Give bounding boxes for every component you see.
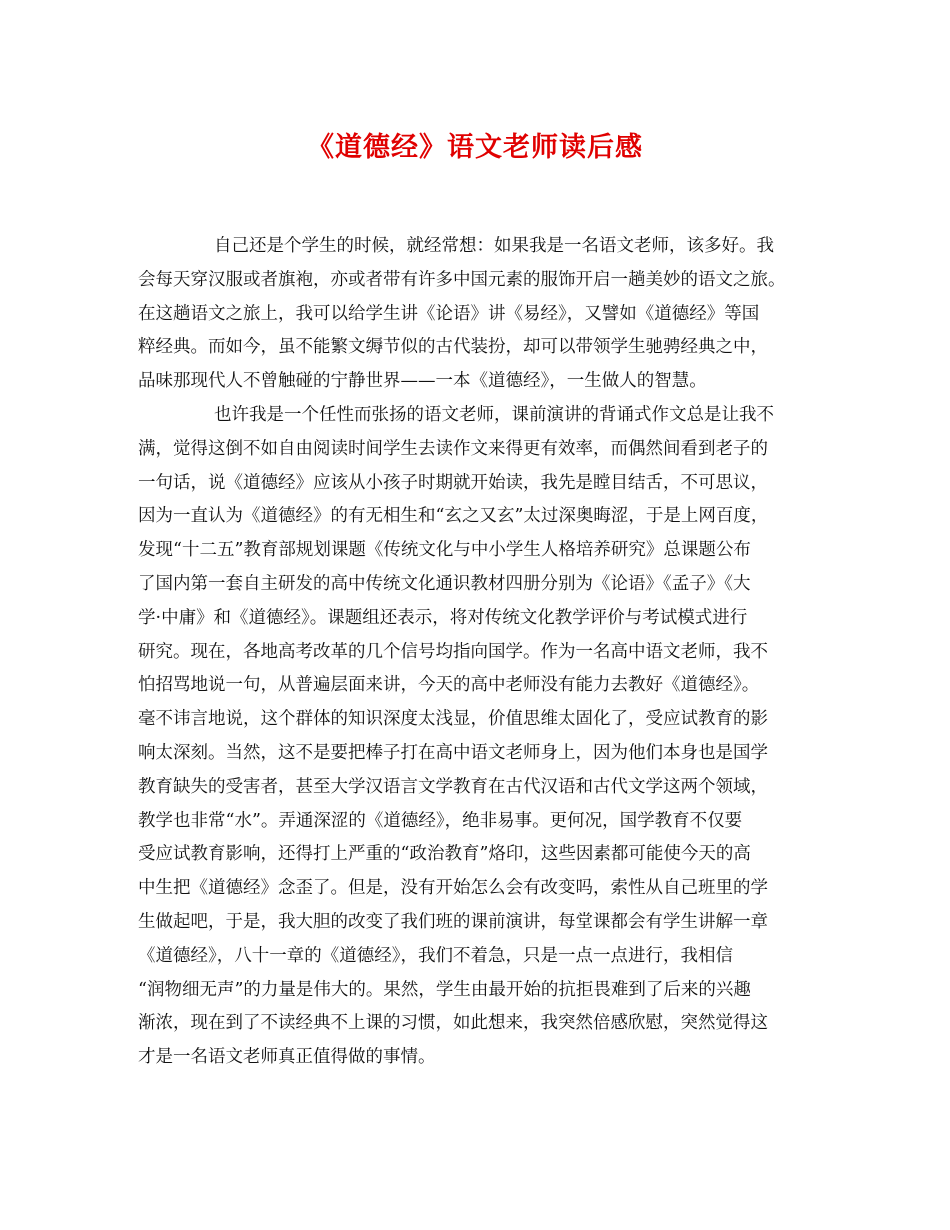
paragraph-line: 渐浓，现在到了不读经典不上课的习惯，如此想来，我突然倍感欣慰，突然觉得这 — [138, 1013, 768, 1034]
document-title: 《道德经》语文老师读后感 — [307, 132, 643, 163]
paragraph-line: 在这趟语文之旅上，我可以给学生讲《论语》讲《易经》，又譬如《道德经》等国 — [138, 303, 760, 324]
paragraph-line: 自己还是个学生的时候，就经常想：如果我是一名语文老师，该多好。我 — [214, 236, 774, 256]
paragraph-line: 研究。现在，各地高考改革的几个信号均指向国学。作为一名高中语文老师，我不 — [138, 641, 768, 662]
paragraph-line: 了国内第一套自主研发的高中传统文化通识教材四册分别为《论语》《孟子》《大 — [138, 573, 751, 594]
paragraph-line: 教学也非常“水”。弄通深涩的《道德经》，绝非易事。更何况，国学教育不仅要 — [138, 810, 743, 831]
document-body — [138, 230, 830, 1075]
paragraph-line: 粹经典。而如今，虽不能繁文缛节似的古代装扮，却可以带领学生驰骋经典之中， — [138, 337, 768, 358]
paragraph-2 — [138, 399, 830, 1075]
paragraph-line: 一句话，说《道德经》应该从小孩子时期就开始读，我先是瞠目结舌，不可思议， — [138, 472, 768, 493]
paragraph-line: 响太深刻。当然，这不是要把棒子打在高中语文老师身上，因为他们本身也是国学 — [138, 742, 768, 763]
paragraph-line: 发现“十二五”教育部规划课题《传统文化与中小学生人格培养研究》总课题公布 — [138, 540, 751, 561]
paragraph-line: 会每天穿汉服或者旗袍，亦或者带有许多中国元素的服饰开启一趟美妙的语文之旅。 — [138, 269, 786, 290]
paragraph-1 — [138, 230, 830, 399]
paragraph-line: 学·中庸》和《道德经》。课题组还表示，将对传统文化教学评价与考试模式进行 — [138, 607, 748, 628]
paragraph-line: 《道德经》，八十一章的《道德经》，我们不着急，只是一点一点进行，我相信 — [138, 945, 733, 966]
paragraph-line: 怕招骂地说一句，从普遍层面来讲，今天的高中老师没有能力去教好《道德经》。 — [138, 675, 760, 696]
paragraph-line: 因为一直认为《道德经》的有无相生和“玄之又玄”太过深奥晦涩，于是上网百度， — [138, 506, 769, 527]
paragraph-line: 品味那现代人不曾触碰的宁静世界——一本《道德经》，一生做人的智慧。 — [138, 371, 707, 392]
paragraph-line: 受应试教育影响，还得打上严重的“政治教育”烙印，这些因素都可能使今天的高 — [138, 844, 751, 865]
paragraph-line: 中生把《道德经》念歪了。但是，没有开始怎么会有改变吗，索性从自己班里的学 — [138, 878, 768, 899]
paragraph-line: 才是一名语文老师真正值得做的事情。 — [138, 1047, 436, 1068]
paragraph-line: “润物细无声”的力量是伟大的。果然，学生由最开始的抗拒畏难到了后来的兴趣 — [138, 979, 751, 1000]
paragraph-line: 教育缺失的受害者，甚至大学汉语言文学教育在古代汉语和古代文学这两个领域， — [138, 776, 768, 797]
paragraph-line: 也许我是一个任性而张扬的语文老师，课前演讲的背诵式作文总是让我不 — [214, 404, 774, 425]
paragraph-line: 毫不讳言地说，这个群体的知识深度太浅显，价值思维太固化了，受应试教育的影 — [138, 709, 768, 730]
paragraph-line: 生做起吧，于是，我大胆的改变了我们班的课前演讲，每堂课都会有学生讲解一章 — [138, 911, 768, 932]
paragraph-line: 满，觉得这倒不如自由阅读时间学生去读作文来得更有效率，而偶然间看到老子的 — [138, 438, 768, 459]
